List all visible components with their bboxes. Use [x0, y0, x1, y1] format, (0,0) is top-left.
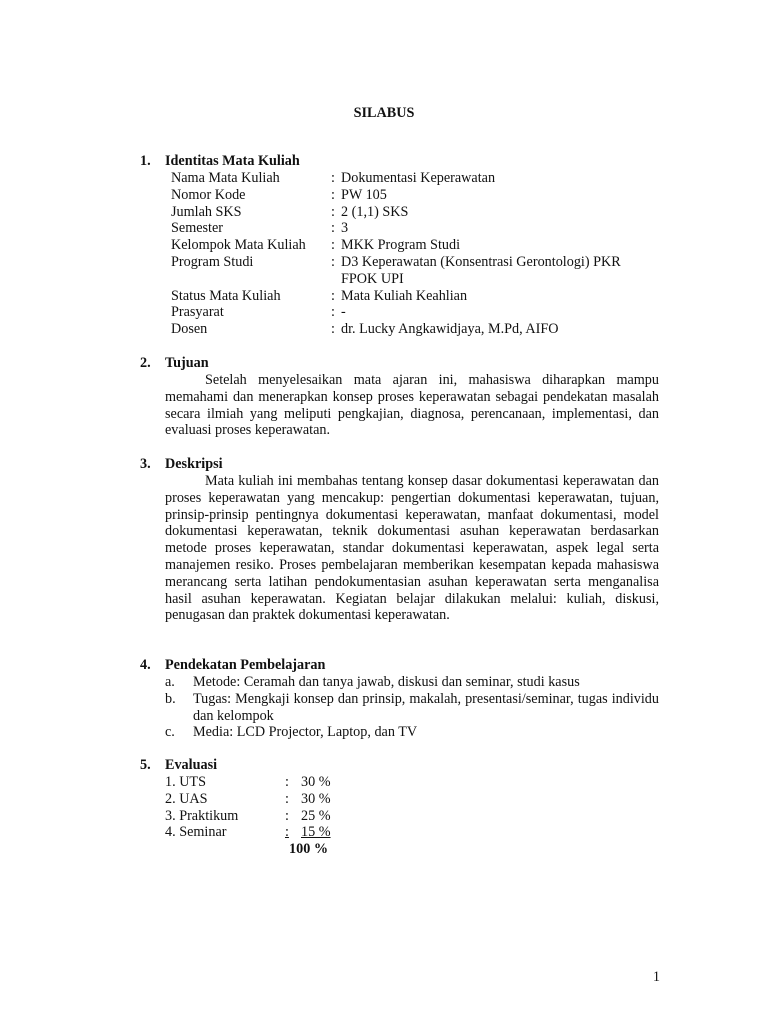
section-heading	[140, 355, 660, 372]
tujuan-paragraph: Setelah menyelesaikan mata ajaran ini, mahasiswa diharapkan mampu memahami dan menerapkan konsep proses keperawatan sebagai pendekatan masalah secara ilmiah yang meliputi pengkajian, diagnosa, perencanaan, implementasi, dan evaluasi proses keperawatan.	[165, 372, 659, 439]
identity-label: Dosen	[171, 321, 208, 338]
section-number: 5.	[140, 757, 151, 773]
section-tujuan	[140, 355, 660, 439]
identity-row	[171, 321, 660, 338]
identity-value: : 3	[331, 220, 349, 237]
evaluation-row	[165, 774, 660, 791]
identity-table	[171, 170, 660, 338]
section-heading	[140, 153, 660, 170]
section-evaluasi	[140, 757, 660, 858]
identity-value: : PW 105	[331, 186, 387, 203]
evaluation-colon: :	[285, 790, 289, 807]
evaluation-row	[165, 791, 660, 808]
identity-row	[171, 187, 660, 204]
section-title: Tujuan	[165, 355, 209, 371]
identity-value: : -	[331, 304, 346, 321]
evaluation-colon: :	[285, 774, 289, 790]
identity-label: Jumlah SKS	[171, 203, 242, 220]
identity-label: Kelompok Mata Kuliah	[171, 237, 306, 254]
section-heading	[140, 657, 660, 674]
identity-value: : dr. Lucky Angkawidjaya, M.Pd, AIFO	[331, 321, 559, 338]
evaluation-label: 2. UAS	[165, 790, 208, 807]
identity-row	[171, 237, 660, 254]
identity-label: Nama Mata Kuliah	[171, 170, 280, 186]
evaluation-label: 1. UTS	[165, 774, 206, 790]
list-text: Tugas: Mengkaji konsep dan prinsip, makalah, presentasi/seminar, tugas individu dan kelompok	[193, 690, 659, 724]
identity-value: : 2 (1,1) SKS	[331, 203, 409, 220]
evaluation-value: 25 %	[301, 807, 331, 824]
page-number: 1	[652, 969, 660, 985]
evaluation-row	[165, 808, 660, 825]
identity-row	[171, 254, 660, 288]
evaluation-label: 4. Seminar	[165, 824, 227, 841]
identity-label: Program Studi	[171, 253, 254, 270]
identity-row	[171, 288, 660, 305]
evaluation-row	[165, 824, 660, 841]
evaluation-value: 15 %	[301, 824, 331, 841]
list-text: Media: LCD Projector, Laptop, dan TV	[193, 724, 418, 741]
identity-label: Prasyarat	[171, 304, 224, 321]
section-deskripsi	[140, 456, 660, 624]
section-title: Deskripsi	[165, 456, 223, 472]
pendekatan-list	[165, 674, 659, 741]
section-identitas	[140, 153, 660, 338]
evaluation-total: 100 %	[289, 841, 329, 858]
identity-row	[171, 170, 660, 187]
document-title: SILABUS	[353, 105, 415, 121]
identity-value: : Dokumentasi Keperawatan	[331, 170, 496, 186]
identity-value: : Mata Kuliah Keahlian	[331, 287, 468, 304]
identity-label: Semester	[171, 220, 224, 237]
section-heading	[140, 757, 660, 774]
list-marker: b.	[165, 690, 176, 707]
section-title: Pendekatan Pembelajaran	[165, 657, 326, 673]
list-text: Metode: Ceramah dan tanya jawab, diskusi dan seminar, studi kasus	[193, 674, 580, 690]
identity-value: : MKK Program Studi	[331, 237, 461, 254]
section-number: 4.	[140, 657, 151, 673]
list-marker: a.	[165, 674, 175, 690]
deskripsi-paragraph: Mata kuliah ini membahas tentang konsep dasar dokumentasi keperawatan dan proses keperawatan yang mencakup: pengertian dokumentasi keperawatan, tujuan, prinsip-prinsip pentingnya dokumentasi keperawatan, manfaat dokumentasi, model dokumentasi keperawatan, teknik dokumentasi asuhan keperawatan berdasarkan metode proses keperawatan, standar dokumentasi keperawatan, aspek legal serta manajemen resiko. Proses pembelajaran memberikan kesempatan kepada mahasiswa merancang serta latihan pendokumentasian asuhan keperawatan serta menganalisa hasil asuhan keperawatan. Kegiatan belajar dilakukan melalui: kuliah, diskusi, penugasan dan praktek dokumentasi keperawatan.	[165, 473, 659, 624]
evaluation-colon: :	[285, 824, 289, 841]
evaluation-colon: :	[285, 807, 289, 824]
evaluation-value: 30 %	[301, 790, 331, 807]
list-item	[165, 691, 659, 725]
identity-row	[171, 220, 660, 237]
section-heading	[140, 456, 660, 473]
evaluation-value: 30 %	[301, 774, 331, 790]
section-number: 3.	[140, 456, 151, 472]
list-item	[165, 674, 659, 691]
evaluation-table	[165, 774, 660, 858]
section-number: 2.	[140, 355, 151, 371]
section-title: Identitas Mata Kuliah	[165, 153, 300, 169]
section-number: 1.	[140, 153, 151, 169]
section-title: Evaluasi	[165, 757, 218, 773]
identity-row	[171, 204, 660, 221]
list-marker: c.	[165, 724, 175, 741]
identity-value: : D3 Keperawatan (Konsentrasi Gerontologi) PKR FPOK UPI	[331, 253, 621, 287]
identity-label: Nomor Kode	[171, 186, 246, 203]
identity-label: Status Mata Kuliah	[171, 287, 281, 304]
evaluation-label: 3. Praktikum	[165, 807, 239, 824]
section-pendekatan	[140, 657, 660, 741]
list-item	[165, 724, 659, 741]
identity-row	[171, 304, 660, 321]
